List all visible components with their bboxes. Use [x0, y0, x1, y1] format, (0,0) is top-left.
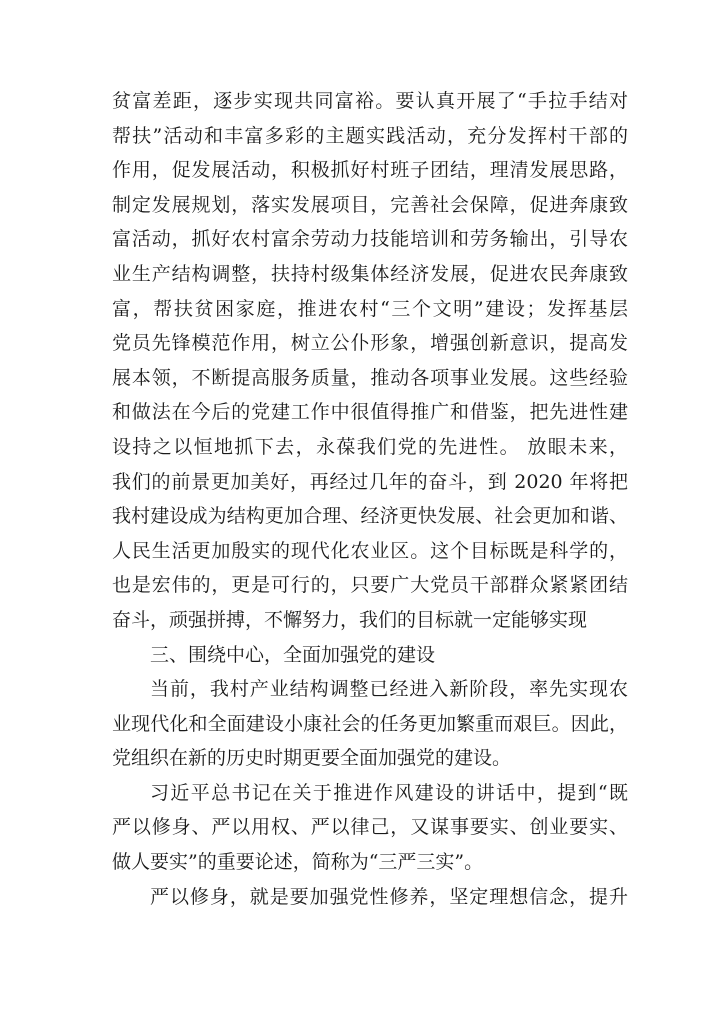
text-line: 帮扶”活动和丰富多彩的主题实践活动，充分发挥村干部的	[112, 124, 628, 147]
text-line: 当前，我村产业结构调整已经进入新阶段，率先实现农	[150, 678, 628, 701]
text-line: 贫富差距，逐步实现共同富裕。要认真开展了“手拉手结对	[112, 90, 628, 112]
text-line: 我村建设成为结构更加合理、经济更快发展、社会更加和谐、	[112, 505, 628, 528]
section-heading: 三、围绕中心，全面加强党的建设	[150, 643, 436, 666]
text-line: 习近平总书记在关于推进作风建设的讲话中，提到“既	[150, 781, 628, 804]
text-line: 人民生活更加殷实的现代化农业区。这个目标既是科学的，	[112, 539, 628, 562]
text-line: 富，帮扶贫困家庭，推进农村“三个文明”建设；发挥基层	[112, 297, 628, 320]
text-line: 奋斗，顽强拼搏，不懈努力，我们的目标就一定能够实现	[112, 608, 588, 631]
text-line: 业生产结构调整，扶持村级集体经济发展，促进农民奔康致	[112, 262, 628, 285]
text-line: 党员先锋模范作用，树立公仆形象，增强创新意识，提高发	[112, 332, 628, 355]
text-line: 我们的前景更加美好，再经过几年的奋斗，到 2020 年将把	[112, 470, 628, 493]
text-line: 展本领，不断提高服务质量，推动各项事业发展。这些经验	[112, 366, 628, 389]
text-line: 和做法在今后的党建工作中很值得推广和借鉴，把先进性建	[112, 401, 628, 424]
text-line: 业现代化和全面建设小康社会的任务更加繁重而艰巨。因此，	[112, 712, 628, 735]
text-line: 设持之以恒地抓下去，永葆我们党的先进性。 放眼未来，	[112, 435, 628, 458]
document-body	[112, 84, 628, 914]
text-line: 富活动，抓好农村富余劳动力技能培训和劳务输出，引导农	[112, 228, 628, 251]
text-line: 严以修身、严以用权、严以律己，又谋事要实、创业要实、	[112, 816, 628, 839]
text-line: 也是宏伟的，更是可行的，只要广大党员干部群众紧紧团结	[112, 574, 628, 597]
text-line: 作用，促发展活动，积极抓好村班子团结，理清发展思路，	[112, 159, 628, 182]
text-line: 严以修身，就是要加强党性修养，坚定理想信念，提升	[150, 885, 628, 908]
text-line: 党组织在新的历史时期更要全面加强党的建设。	[112, 747, 512, 770]
text-line: 制定发展规划，落实发展项目，完善社会保障，促进奔康致	[112, 193, 628, 216]
text-line: 做人要实”的重要论述，简称为“三严三实”。	[112, 851, 484, 874]
